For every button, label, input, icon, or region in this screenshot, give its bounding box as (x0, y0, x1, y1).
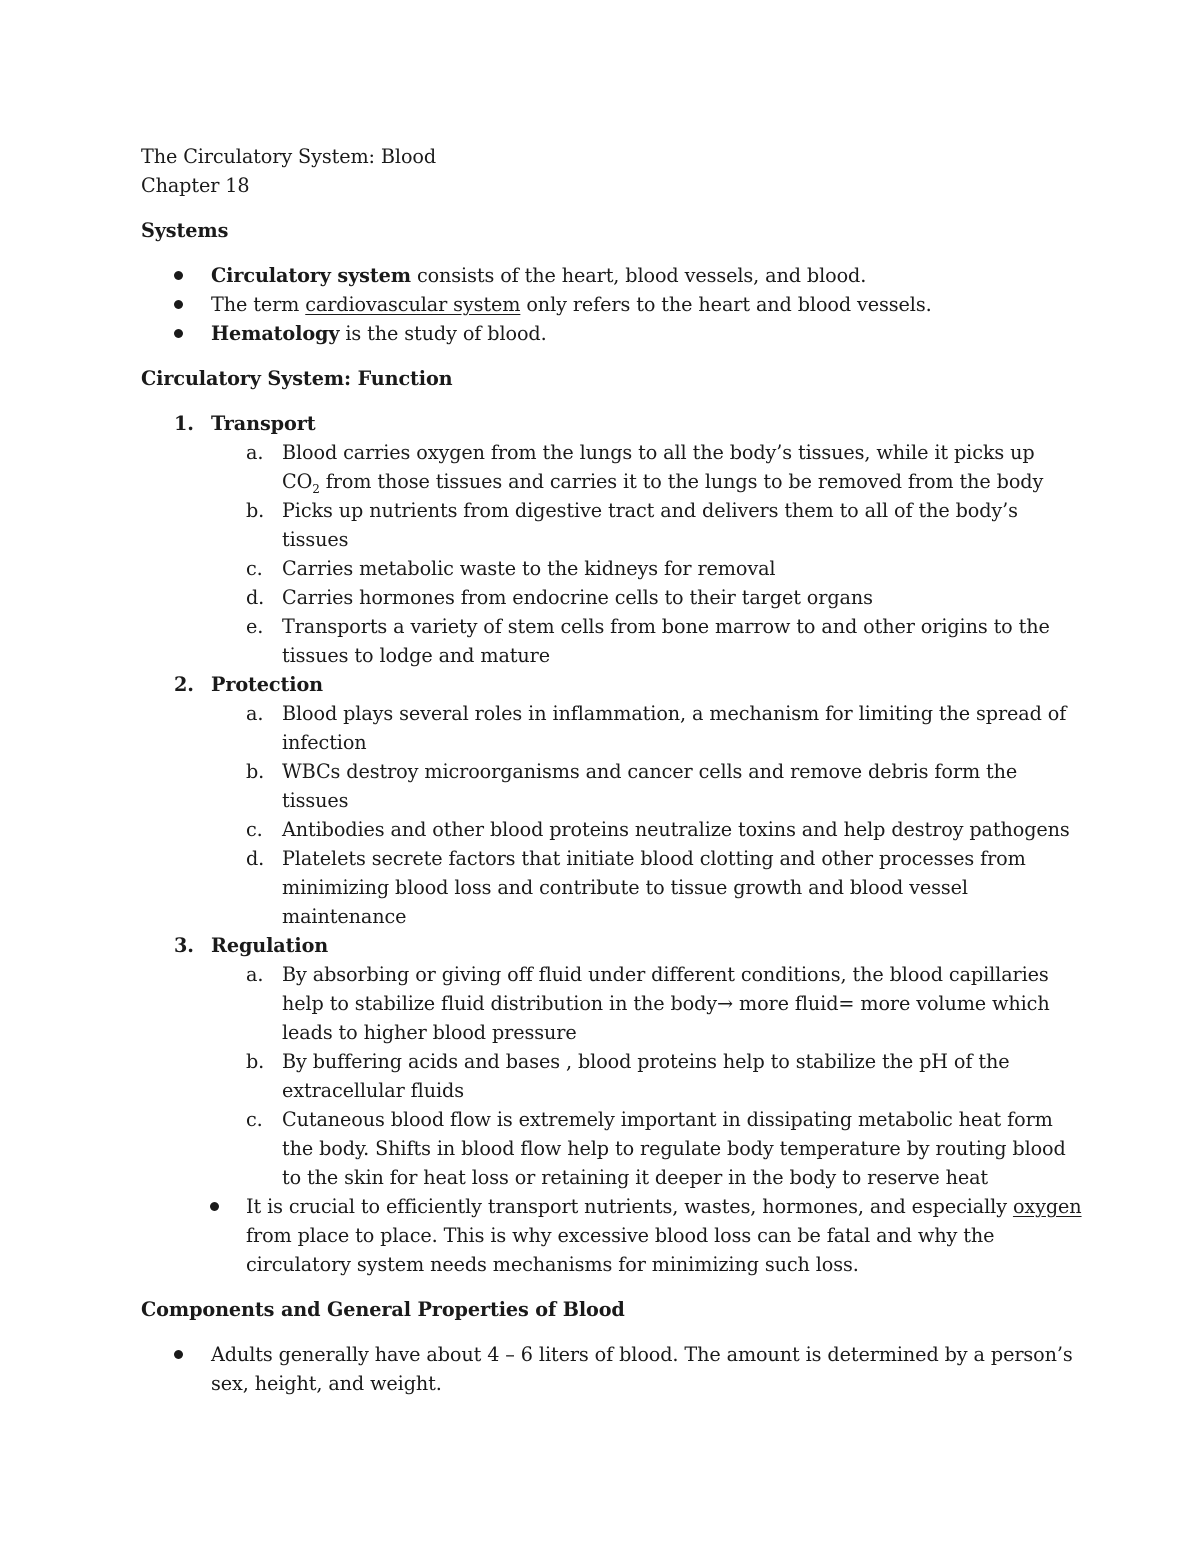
sub-item-continuation: tissues (282, 789, 349, 812)
sub-item (141, 554, 1100, 583)
item-text: only refers to the heart and blood vessels. (520, 293, 932, 316)
term-bold: Circulatory system (211, 264, 411, 287)
sub-item (141, 815, 1100, 844)
sub-item (141, 438, 1100, 467)
sub-item-text: By buffering acids and bases , blood proteins help to stabilize the pH of the (282, 1050, 1010, 1073)
bullet-icon (210, 1202, 219, 1211)
note-continuation: from place to place. This is why excessive blood loss can be fatal and why the (246, 1224, 995, 1247)
term-underlined: oxygen (1012, 1195, 1082, 1218)
function-heading: Circulatory System: Function (141, 367, 453, 390)
chapter-label: Chapter 18 (141, 174, 250, 197)
sub-item-marker: c. (246, 557, 263, 580)
bullet-icon (174, 1350, 183, 1359)
item-text: Adults generally have about 4 – 6 liters of blood. The amount is determined by a person’s (211, 1343, 1073, 1366)
sub-item-continuation: maintenance (282, 905, 407, 928)
bullet-icon (174, 300, 183, 309)
sub-item (141, 844, 1100, 873)
sub-item-continuation (141, 467, 1100, 496)
sub-item-text: Antibodies and other blood proteins neutralize toxins and help destroy pathogens (282, 818, 1070, 841)
list-number: 3. (174, 934, 194, 957)
sub-item (141, 583, 1100, 612)
systems-heading: Systems (141, 219, 229, 242)
components-heading: Components and General Properties of Blood (141, 1298, 625, 1321)
sub-item-continuation: tissues (282, 528, 349, 551)
sub-item-marker: b. (246, 760, 265, 783)
item-text: The term (211, 293, 306, 316)
sub-item (141, 960, 1100, 989)
numbered-item-protection (141, 670, 1100, 699)
sub-item-marker: c. (246, 818, 263, 841)
list-number: 1. (174, 412, 194, 435)
sub-item (141, 496, 1100, 525)
sub-item (141, 757, 1100, 786)
sub-item-marker: a. (246, 702, 264, 725)
sub-item-text: Platelets secrete factors that initiate blood clotting and other processes from (282, 847, 1026, 870)
numbered-item-transport (141, 409, 1100, 438)
sub-item-marker: a. (246, 441, 264, 464)
numbered-item-label: Protection (211, 673, 323, 696)
sub-item-text: CO (282, 470, 313, 493)
sub-item (141, 1105, 1100, 1134)
sub-item-text: Carries metabolic waste to the kidneys for removal (282, 557, 776, 580)
sub-item-marker: e. (246, 615, 264, 638)
numbered-item-label: Regulation (211, 934, 329, 957)
sub-item-text: By absorbing or giving off fluid under different conditions, the blood capillaries (282, 963, 1049, 986)
sub-item-text: Picks up nutrients from digestive tract and delivers them to all of the body’s (282, 499, 1018, 522)
sub-item-continuation: extracellular fluids (282, 1079, 464, 1102)
document-title: The Circulatory System: Blood (141, 145, 437, 168)
sub-item (141, 699, 1100, 728)
sub-item-marker: b. (246, 499, 265, 522)
subscript: 2 (312, 481, 320, 496)
list-item-continuation: sex, height, and weight. (211, 1372, 442, 1395)
sub-item (141, 612, 1100, 641)
note-bullet (141, 1192, 1100, 1221)
term-underlined: cardiovascular system (305, 293, 521, 316)
sub-item-text: from those tissues and carries it to the lungs to be removed from the body (319, 470, 1044, 493)
sub-item-text: WBCs destroy microorganisms and cancer cells and remove debris form the (282, 760, 1018, 783)
item-text: consists of the heart, blood vessels, and blood. (410, 264, 867, 287)
sub-item-text: Carries hormones from endocrine cells to their target organs (282, 586, 873, 609)
note-text: It is crucial to efficiently transport nutrients, wastes, hormones, and especially (246, 1195, 1013, 1218)
sub-item-continuation: tissues to lodge and mature (282, 644, 550, 667)
sub-item-continuation: infection (282, 731, 367, 754)
item-text: is the study of blood. (339, 322, 547, 345)
numbered-item-label: Transport (211, 412, 316, 435)
sub-item-marker: d. (246, 586, 265, 609)
sub-item (141, 1047, 1100, 1076)
sub-item-marker: d. (246, 847, 265, 870)
sub-item-text: Cutaneous blood flow is extremely important in dissipating metabolic heat form (282, 1108, 1053, 1131)
sub-item-text: Transports a variety of stem cells from bone marrow to and other origins to the (282, 615, 1050, 638)
note-continuation: circulatory system needs mechanisms for minimizing such loss. (246, 1253, 859, 1276)
list-item (141, 1340, 1100, 1369)
bullet-icon (174, 329, 183, 338)
bullet-icon (174, 271, 183, 280)
sub-item-marker: b. (246, 1050, 265, 1073)
sub-item-marker: c. (246, 1108, 263, 1131)
list-item (141, 261, 1100, 290)
term-bold: Hematology (211, 322, 340, 345)
numbered-item-regulation (141, 931, 1100, 960)
list-number: 2. (174, 673, 194, 696)
sub-item-continuation: leads to higher blood pressure (282, 1021, 577, 1044)
sub-item-text: Blood carries oxygen from the lungs to all the body’s tissues, while it picks up (282, 441, 1035, 464)
sub-item-continuation: help to stabilize fluid distribution in the body→ more fluid= more volume which (282, 992, 1050, 1015)
sub-item-continuation: minimizing blood loss and contribute to tissue growth and blood vessel (282, 876, 968, 899)
sub-item-text: Blood plays several roles in inflammation, a mechanism for limiting the spread of (282, 702, 1067, 725)
sub-item-marker: a. (246, 963, 264, 986)
sub-item-continuation: to the skin for heat loss or retaining it deeper in the body to reserve heat (282, 1166, 989, 1189)
sub-item-continuation: the body. Shifts in blood flow help to regulate body temperature by routing blood (282, 1137, 1066, 1160)
list-item (141, 319, 1100, 348)
list-item (141, 290, 1100, 319)
